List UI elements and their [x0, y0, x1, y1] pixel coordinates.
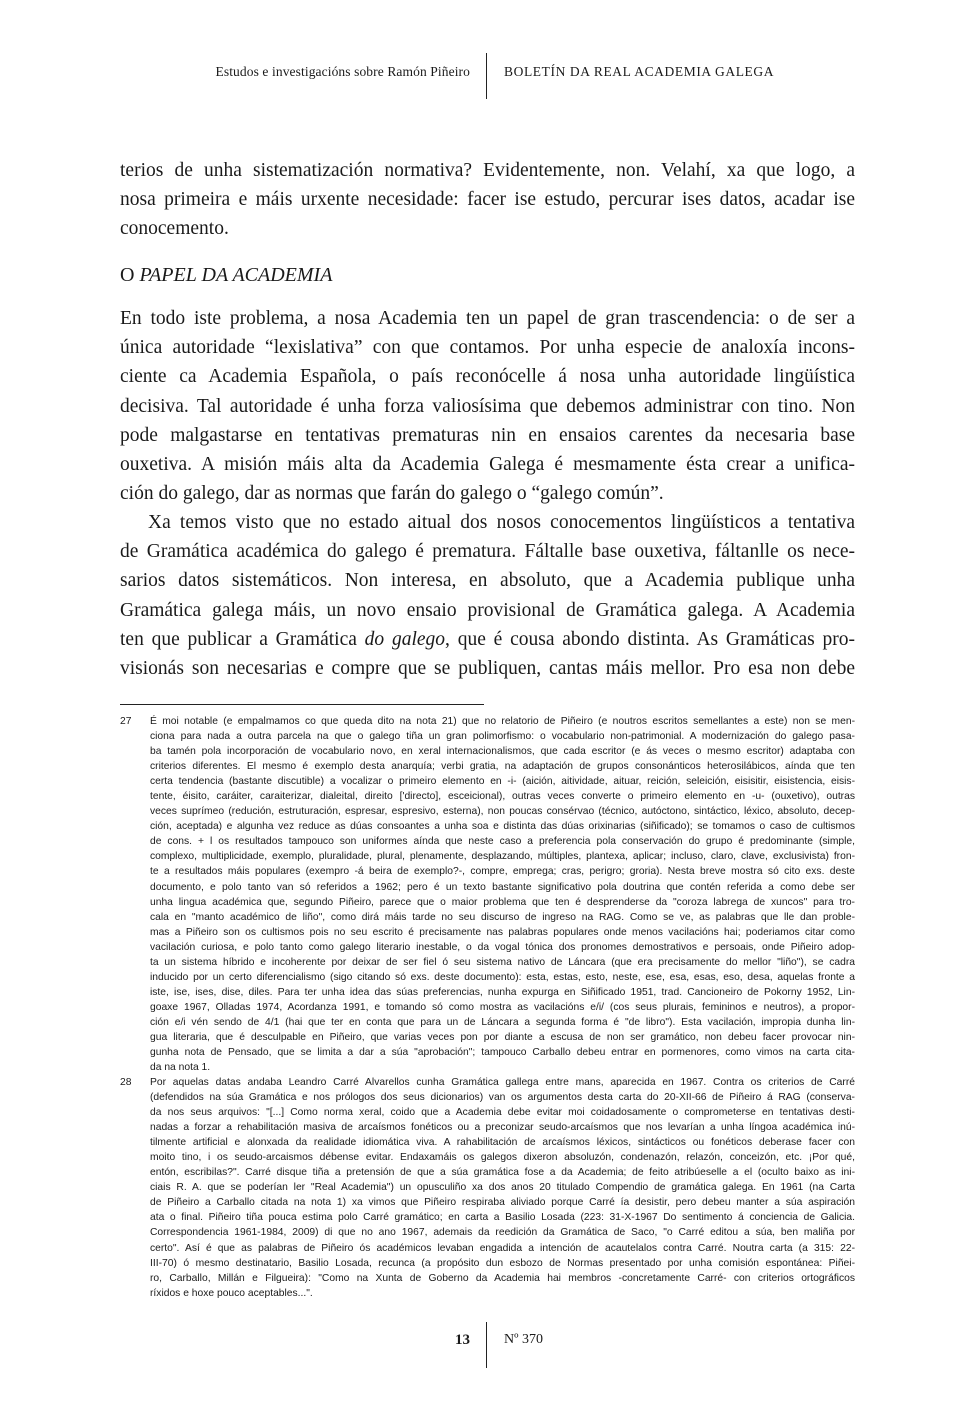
footnote-line: É moi notable (e empalmamos co que queda dito na nota 21) que no relatorio de Piñeiro (e noutros escritos semellantes a este) non se men-	[150, 716, 855, 727]
text-line: decisiva. Tal autoridade é unha forza valiosísima que debemos administrar con tino. Non	[120, 395, 855, 417]
footnote-separator	[120, 704, 484, 705]
paragraph-academia-role	[120, 304, 855, 508]
footnote-line: gua literaria, que é desculpable en Piñeiro, que varias veces pon por diante a escusa de non ser gramático, non debeu facer provocar nin-	[150, 1031, 855, 1043]
footnote-line: unha lingua académica que, segundo Piñeiro, parece que o maior problema que ten é desprenderse da "coroza labrega de xuncos" para tro-	[150, 896, 855, 908]
text-segment: ten que publicar a Gramática	[120, 628, 365, 650]
footnote-line: veces suprímeo (redución, estruturación, espresar, espresivo, esterna), non poucas consérvao (técnico, autóctono, sintáctico, léxico, absoluto, decep-	[150, 806, 855, 818]
text-line: ciente ca Academia Española, o país reconócelle á nosa unha autoridade lingüística	[120, 366, 855, 388]
footnote-number: 28	[120, 1077, 132, 1088]
footnote-line: tente, éisito, caráiter, caraiterizar, dialeital, direito ['directo], esceicional), outras veces converte o primeiro elemento en -u- (ouxetivo), outras	[150, 791, 855, 803]
footnote-line: (defendidos na súa Gramática e nos prólogos dos seus dicionarios) van os argumentos desta carta do 20-XII-66 de Piñeiro á RAG (conserva-	[150, 1092, 855, 1104]
text-line: visionás son necesarias e compre que se publiquen, cantas máis mellor. Pro esa non debe	[120, 657, 855, 679]
paragraph-continuation	[120, 156, 855, 244]
footnote-line: ciona para nada a outra parcela na que o galego tiña un gran polimorfismo: o vocabulario non-patrimonial. A modernización do galego pasa-	[150, 731, 855, 743]
issue-number: Nº 370	[504, 1332, 543, 1347]
header-divider	[486, 53, 487, 99]
footnote-line: da na nota 1.	[150, 1062, 211, 1074]
page-number: 13	[455, 1332, 470, 1348]
footnote-number: 27	[120, 716, 132, 727]
paragraph-grammar	[120, 508, 855, 683]
footnote-line: documento, e polo tanto van só referidos a 1962; pero é un texto bastante significativo pola doutrina que contén referida a como debe ser	[150, 881, 855, 893]
footnote-line: de Piñeiro a Carballo citada na nota 1) xa vimos que Piñeiro respiraba aliviado porque Carré ía desistir, pero debeu manter a súa aspiración	[150, 1197, 855, 1209]
footnote-line: ata o final. Piñeiro tiña pouca estima polo Carré gramático; en carta a Basilio Losada (223: 31-X-1967 Do sentimento á conciencia de Galicia.	[150, 1212, 855, 1224]
footnote-line: Correspondencia 1961-1984, 2009) di que no ano 1967, ademais da reedición da Gramática de Saco, "o Carré editou a súa, ben maliña por	[150, 1227, 855, 1239]
section-heading-title: PAPEL DA ACADEMIA	[139, 264, 333, 286]
footnote-line: Por aquelas datas andaba Leandro Carré Alvarellos cunha Gramática gallega entre mans, aparecida en 1967. Contra os criterios de Carré	[150, 1077, 855, 1088]
text-line: Gramática galega máis, un novo ensaio provisional de Gramática galega. A Academia	[120, 599, 855, 621]
footnote-line: iste, ise, ises, dise, diles. Para ter unha idea das súas preferencias, nunha expurga en Siñificado 1951, trad. Cancioneiro de Pokorny 1952, Lin-	[150, 986, 855, 998]
footnote-line: tilmente artificial e alonxada da realidade idiomática viva. A rahabilitación de arcaísmos léxicos, sintácticos ou fonéticos deberase facer con	[150, 1137, 855, 1149]
footnote-line: te a resultados máis populares (exempro -á beira de exemplo?-, compre, emprega; cras, perigro; groria). Nesta breve mostra só cito exs. deste	[150, 866, 855, 878]
footnote-line: moito tino, i os seudo-arcaismos débense evitar. Endaxamáis os galegos dixeron absoluzón, condenazón, relazón, conceizón, etc. ¡Por qué,	[150, 1152, 855, 1164]
footnote-line: da nos seus arquivos: "[...] Como norma xeral, coido que a Academia debe evitar moi coidadosamente o comprometerse en tentativas desti-	[150, 1107, 855, 1119]
footnote-line: vacilación curiosa, e polo tanto como galego literario inestable, o da vogal tónica dos pronomes demostrativos e persoais, onde Piñeiro adop-	[150, 941, 855, 953]
footnote-line: nadas a forzar a rehabilitación masiva de arcaísmos fonéticos ou a preconizar seudo-arcaísmos que nos levarían a unha língoa académica inú-	[150, 1122, 855, 1134]
footnote-line: certo". Así é que as palabras de Piñeiro ós académicos levaban engadida a intención de acautelalos contra Carré. Noutra carta (a 315: 22-	[150, 1242, 855, 1254]
text-line: nosa primeira e máis urxente necesidade: facer ise estudo, percurar ises datos, acadar ise	[120, 189, 855, 211]
text-line: terios de unha sistematización normativa? Evidentemente, non. Velahí, xa que logo, a	[120, 160, 855, 181]
text-line: ouxetiva. A misión máis alta da Academia Galega é mesmamente ésta crear a unifica-	[120, 453, 855, 475]
text-line: ción do galego, dar as normas que farán do galego o “galego común”.	[120, 483, 664, 505]
section-heading-prefix: O	[120, 264, 140, 286]
footnote-line: gunha nota de Pensado, que se limita a dar a súa "aprobación"; tampouco Carballo debeu entrar en pormenores, como vimos na carta cita-	[150, 1047, 855, 1059]
footnote-line: cala en "manto académico de liño", como dirá máis tarde no seu discurso de ingreso na RAG. Como se ve, as palabras que lle dan proble-	[150, 911, 855, 923]
footnote-line: inducido por un certo diferencialismo (sigo citando só exs. deste documento): esta, estas, esto, neste, ese, esa, esas, eso, desa, aquelas fronte a	[150, 971, 855, 983]
footnote-line: ba tamén pola incorporación de vocabulario novo, en xeral internacionalismos, que cada escritor (e ás veces o mesmo escritor) adaptaba con	[150, 746, 855, 758]
running-header-journal-title: BOLETÍN DA REAL ACADEMIA GALEGA	[504, 64, 775, 79]
footnote-line: ción e/i vén sendo de 4/1 (hai que ter en conta que para un de Láncara a segunda forma é "de libro"). Esta vacilación, impropia dunha lin-	[150, 1016, 855, 1028]
emphasis-do-galego: do galego	[364, 628, 446, 650]
footnote-body	[150, 1075, 855, 1301]
footnote-line: ta un sistema híbrido e incoherente por deixar de ser fiel ó seu sistema nativo de Láncara (que era precisamente do mellor "liño"), se cadra	[150, 956, 855, 968]
footnote-line: goaxe 1967, Olladas 1974, Acordanza 1991, e tomando só como mostra as vacilacións e/i/ (cos seus plurais, femininos e neutros), a propor-	[150, 1001, 855, 1013]
text-line: conocemento.	[120, 218, 229, 240]
footnote-line: mas a Piñeiro son os cultismos pois no seu escrito é precisamente nas palabras populares onde menos vacilacións hai; poderiamos citar como	[150, 926, 855, 938]
footnote-line: criterios diferentes. El mesmo é exemplo desta anarquía; verbi gratia, na adaptación de grupos consonánticos heterosilábicos, aínda que ten	[150, 761, 855, 773]
footnote-line: entón, escribilas?". Carré disque tiña a pretensión de que a súa gramática fose a da Academia; de feito atribúeselle a el (oculto baixo as ini-	[150, 1167, 855, 1179]
text-segment: , que é cousa abondo distinta. As Gramáticas pro-	[445, 628, 855, 650]
footnote-body	[150, 714, 855, 1075]
text-line	[120, 625, 855, 654]
text-line: pode malgastarse en tentativas prematuras nin en ensaios carentes da necesaria base	[120, 424, 855, 446]
footnote-line: certa tendencia (bastante discutible) a vocalizar o primeiro elemento en -i- (aición, aitividade, aituar, reición, seleición, eisisitir, eisistencia, eisis-	[150, 776, 855, 788]
footnote-line: ríxidos e hoxe pouco aceptables...".	[150, 1287, 313, 1299]
footnote-line: de cons. + l os resultados tampouco son uniformes aínda que neste caso a preferencia pola conservación do grupo é predominante (simple,	[150, 836, 855, 848]
text-line: En todo iste problema, a nosa Academia ten un papel de gran trascendencia: o de ser a	[120, 308, 855, 329]
footnote-line: ciais R. A. que se poderían ler "Real Academia") un opusculiño xa dos anos 20 titulado Compendio de gramática galega. En 1961 (na Carta	[150, 1182, 855, 1194]
section-heading	[120, 264, 332, 287]
text-line: de Gramática académica do galego é prematura. Fáltalle base ouxetiva, fáltanlle os nece-	[120, 541, 855, 563]
text-line: única autoridade “lexislativa” con que contamos. Por unha especie de analoxía incons-	[120, 337, 855, 359]
footnote-line: complexo, multiplicidade, exemplo, pluralidade, plural, plenamente, desplazando, múltiples, plantexa, aplicar; incluso, claro, clave, exclusivista) fron-	[150, 851, 855, 863]
footnote-line: ro, Carballo, Millán e Filgueira): "Como na Xunta de Goberno da Academia hai membros -concretamente Carré- con criterios ortográficos	[150, 1272, 855, 1284]
running-header-section-title: Estudos e investigacións sobre Ramón Piñeiro	[215, 64, 470, 79]
text-line: Xa temos visto que no estado aitual dos nosos conocementos lingüísticos a tentativa	[148, 512, 855, 533]
footnote-line: III-70) ó mesmo destinatario, Basilio Losada, recunca (a propósito dun esbozo de Normas presentado por unha comisión espontánea: Piñei-	[150, 1257, 855, 1269]
footnote-line: ción, aceptada) e algunha vez reduce as dúas consoantes a unha soa e distinta das dúas orixinarias (siñificado); se tomamos o caso de cultismos	[150, 821, 855, 833]
text-line: sarios datos sistemáticos. Non interesa, en absoluto, que a Academia publique unha	[120, 570, 855, 592]
footer-divider	[486, 1322, 487, 1368]
